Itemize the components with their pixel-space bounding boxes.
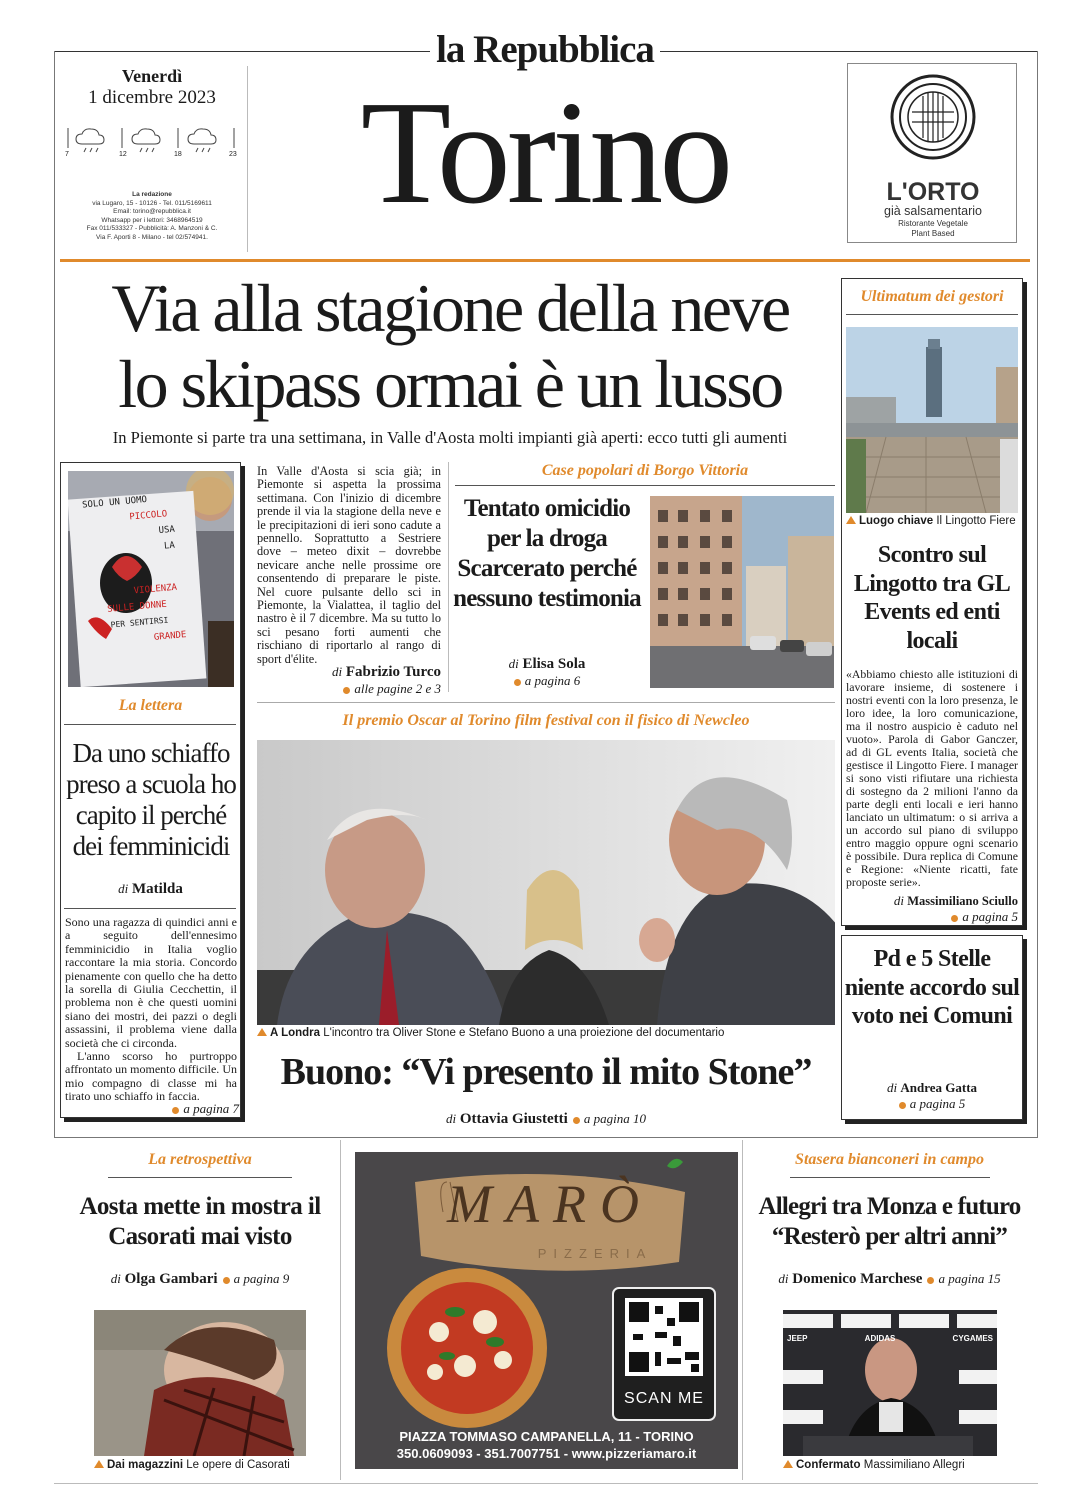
- redazione-line: via Lugaro, 15 - 10126 - Tel. 011/5169611: [92, 199, 212, 207]
- bullet-icon: [899, 1102, 906, 1109]
- redazione-title: La redazione: [132, 191, 172, 198]
- author-name: Olga Gambari: [124, 1271, 218, 1287]
- caption-label: Dai magazzini: [107, 1459, 184, 1471]
- juve-byline: [742, 1268, 1037, 1288]
- crime-kicker: Case popolari di Borgo Vittoria: [541, 462, 749, 479]
- by-label: di: [446, 1111, 457, 1126]
- author-name: Fabrizio Turco: [345, 664, 441, 680]
- caption-triangle-icon: [783, 1460, 793, 1468]
- casorati-caption: [94, 1459, 334, 1471]
- bottom-divider: [340, 1140, 341, 1480]
- juve-headline: [742, 1192, 1037, 1252]
- borgo-vittoria-photo: [650, 496, 834, 688]
- lead-headline: [60, 270, 840, 422]
- page-ref[interactable]: a pagina 10: [583, 1111, 646, 1126]
- page-border-left: [54, 51, 55, 1137]
- temp-label: 12: [119, 151, 127, 158]
- letter-pageref: [65, 1101, 239, 1117]
- lead-headline-line: lo skipass ormai è un lusso: [118, 346, 782, 422]
- bullet-icon: [514, 679, 521, 686]
- page-ref[interactable]: a pagina 6: [524, 673, 581, 688]
- masthead-accent-rule: [60, 259, 1030, 262]
- protest-sign-text: [81, 489, 194, 651]
- caption-text: L'incontro tra Oliver Stone e Stefano Buono a una proiezione del documentario: [323, 1027, 725, 1039]
- weather-icons: [62, 122, 242, 162]
- redazione-box: [62, 191, 242, 242]
- temp-label: 7: [65, 151, 69, 158]
- page-bottom-rule: [54, 1483, 1038, 1484]
- author-name: Massimiliano Sciullo: [907, 894, 1018, 908]
- casorati-kicker: La retrospettiva: [148, 1151, 252, 1168]
- lingotto-photo: [846, 327, 1018, 513]
- casorati-painting: [94, 1310, 306, 1456]
- lead-byline: [257, 664, 441, 697]
- caption-triangle-icon: [846, 516, 856, 524]
- lorto-logo-icon: [890, 74, 976, 160]
- rain-cloud-icon: [76, 129, 104, 152]
- lingotto-kicker: Ultimatum dei gestori: [860, 288, 1004, 305]
- ad-pizzeria-maro[interactable]: [355, 1152, 738, 1469]
- bullet-icon: [573, 1117, 580, 1124]
- caption-triangle-icon: [94, 1460, 104, 1468]
- page-ref[interactable]: a pagina 5: [909, 1096, 966, 1111]
- stone-buono-image: [257, 740, 835, 1025]
- crime-byline: [453, 656, 641, 689]
- lorto-sub: già salsamentario: [884, 204, 982, 218]
- caption-label: Luogo chiave: [859, 515, 934, 527]
- author-name: Domenico Marchese: [792, 1271, 923, 1287]
- rain-cloud-icon: [188, 129, 216, 152]
- weather-strip: [62, 122, 242, 162]
- temp-label: 18: [174, 151, 182, 158]
- casorati-rule: [108, 1177, 292, 1178]
- festival-kicker: Il premio Oscar al Torino film festival con il fisico di Newcleo: [342, 712, 750, 729]
- letter-rule: [64, 724, 236, 725]
- issue-day: Venerdì: [121, 66, 183, 86]
- juve-backdrop-logos: [787, 1334, 993, 1343]
- casorati-byline: [60, 1268, 340, 1288]
- sign-line: PER SENTIRSI: [110, 615, 169, 630]
- bottom-section-rule: [54, 1137, 1038, 1138]
- rain-cloud-icon: [132, 129, 160, 152]
- redazione-line: Fax 011/533327 - Pubblicità: A. Manzoni & C.: [86, 225, 218, 232]
- redazione-line: Whatsapp per i lettori: 3468964519: [101, 216, 203, 224]
- letter-paragraph: Sono una ragazza di quindici anni e a seguito dell'ennesimo femminicidio in Italia voglio raccontare la mia storia. Concordo pienamente con quello che ha detto la sorella di Giulia Cecchettin, il problema non è che questi uomini siano dei mostri, dei pazzi o degli assassini, il problema viene dalla società che ci circonda.: [65, 915, 237, 1050]
- masthead-rule-right: [660, 51, 1038, 52]
- sign-line: SULLE DONNE: [106, 599, 168, 615]
- letter-byline: [60, 881, 241, 898]
- lingotto-headline: Scontro sul Lingotto tra GL Events ed enti locali: [853, 542, 1011, 654]
- page-border-right: [1037, 51, 1038, 1137]
- casorati-headline: Aosta mette in mostra il Casorati mai visto: [79, 1193, 321, 1250]
- allegri-photo: [783, 1310, 997, 1456]
- page-ref[interactable]: a pagina 15: [938, 1271, 1001, 1286]
- politics-headline: Pd e 5 Stelle niente accordo sul voto nei Comuni: [844, 946, 1020, 1029]
- by-label: di: [118, 881, 129, 896]
- sponsor-logo: CYGAMES: [952, 1334, 993, 1343]
- bullet-icon: [172, 1107, 179, 1114]
- ad-lorto[interactable]: [847, 63, 1017, 243]
- caption-label: Confermato: [796, 1459, 861, 1471]
- page-ref[interactable]: alle pagine 2 e 3: [354, 681, 441, 696]
- lingotto-caption: [846, 515, 1018, 527]
- caption-text: Le opere di Casorati: [186, 1459, 290, 1471]
- redazione-line: Email: torino@repubblica.it: [113, 208, 191, 215]
- author-name: Ottavia Giustetti: [459, 1111, 568, 1127]
- lingotto-byline: [846, 893, 1018, 925]
- stone-buono-photo: [257, 740, 835, 1025]
- lorto-brand: L'ORTO: [886, 178, 980, 206]
- by-label: di: [110, 1271, 121, 1286]
- lorto-line1: Ristorante Vegetale: [898, 219, 968, 228]
- festival-rule: [257, 702, 835, 703]
- sponsor-logo: JEEP: [787, 1334, 808, 1343]
- festival-byline: [257, 1108, 835, 1128]
- lead-body: In Valle d'Aosta si scia già; in Piemonte si aspetta la prossima settimana. Con l'inizio di dicembre prende il via la stagione della neve e le precipitazioni di ieri sono cadute a pennello. Soprattutto a Sestriere dove – meteo dixit – dovrebbe nevicare anche nelle prossime ore consentendo di preparare le piste. Nel cuore pulsante dello sci in Piemonte, la Vialattea, il taglio del nastro è il 7 dicembre. Ma su tutto lo sci pesano forti aumenti che rischiano di riportarlo al rango di sport d'élite.: [257, 464, 441, 666]
- by-label: di: [778, 1271, 789, 1286]
- crime-rule: [455, 485, 835, 486]
- sign-line: PICCOLO: [128, 509, 168, 523]
- juve-headline-line: “Resterò per altri anni”: [771, 1223, 1008, 1250]
- allegri-image: [783, 1310, 997, 1456]
- pizzeria-address: PIAZZA TOMMASO CAMPANELLA, 11 - TORINO: [399, 1429, 694, 1444]
- page-ref[interactable]: a pagina 9: [233, 1271, 290, 1286]
- sponsor-logo: ADIDAS: [864, 1334, 896, 1343]
- sign-line: GRANDE: [153, 630, 187, 643]
- lingotto-image: [846, 327, 1018, 513]
- masthead-rule-left: [54, 51, 430, 52]
- by-label: di: [508, 656, 519, 671]
- letter-headline: Da uno schiaffo preso a scuola ho capito il perché dei femminicidi: [66, 738, 236, 861]
- bullet-icon: [951, 915, 958, 922]
- caption-label: A Londra: [270, 1027, 321, 1039]
- pizzeria-brand: MARÒ: [447, 1174, 653, 1234]
- letter-rule: [64, 908, 236, 909]
- letter-kicker: La lettera: [118, 697, 183, 714]
- sign-line: VIOLENZA: [133, 582, 178, 597]
- newspaper-name: la Repubblica: [436, 28, 654, 71]
- edition-title: Torino: [360, 71, 730, 235]
- lorto-line2: Plant Based: [911, 229, 955, 238]
- column-divider: [448, 462, 449, 692]
- festival-caption: [257, 1027, 835, 1039]
- by-label: di: [886, 1080, 898, 1095]
- bullet-icon: [927, 1277, 934, 1284]
- pizzeria-contacts: 350.0609093 - 351.7007751 - www.pizzeriamaro.it: [396, 1446, 697, 1461]
- juve-kicker: Stasera bianconeri in campo: [795, 1151, 984, 1168]
- letter-body: [65, 916, 237, 1104]
- caption-triangle-icon: [257, 1028, 267, 1036]
- protest-photo: [68, 471, 234, 687]
- lead-subhead: In Piemonte si parte tra una settimana, in Valle d'Aosta molti impianti già aperti: ecco tutti gli aumenti: [112, 428, 788, 447]
- juve-headline-line: Allegri tra Monza e futuro: [758, 1193, 1021, 1220]
- bullet-icon: [343, 687, 350, 694]
- lingotto-rule: [846, 314, 1018, 315]
- page-ref[interactable]: a pagina 5: [962, 909, 1018, 924]
- bullet-icon: [223, 1277, 230, 1284]
- crime-headline: Tentato omicidio per la droga Scarcerato perché nessuno testimonia: [453, 495, 641, 612]
- letter-paragraph: L'anno scorso ho purtroppo affrontato un momento difficile. Un mio compagno di classe mi ha tirato uno schiaffo in faccia.: [65, 1049, 237, 1104]
- scan-me-label: SCAN ME: [624, 1390, 704, 1407]
- street-photo-image: [650, 496, 834, 688]
- juve-caption: [783, 1459, 1023, 1471]
- author-name: Matilda: [132, 881, 183, 897]
- casorati-painting-image: [94, 1310, 306, 1456]
- caption-text: Massimiliano Allegri: [863, 1459, 965, 1471]
- by-label: di: [893, 893, 904, 908]
- festival-headline: Buono: “Vi presento il mito Stone”: [280, 1051, 812, 1093]
- bottom-divider: [742, 1140, 743, 1480]
- author-name: Andrea Gatta: [900, 1080, 978, 1095]
- juve-rule: [790, 1177, 990, 1178]
- lead-headline-line: Via alla stagione della neve: [111, 270, 789, 346]
- sign-line: SOLO UN UOMO: [81, 494, 148, 511]
- sign-line: LA: [163, 540, 176, 552]
- pizzeria-sub: PIZZERIA: [537, 1246, 653, 1261]
- temp-label: 23: [229, 151, 237, 158]
- author-name: Elisa Sola: [522, 656, 586, 672]
- by-label: di: [331, 664, 343, 679]
- issue-date: 1 dicembre 2023: [88, 87, 216, 108]
- page-ref[interactable]: a pagina 7: [183, 1101, 239, 1116]
- redazione-line: Via F. Aporti 8 - Milano - tel 02/574941.: [96, 233, 208, 241]
- masthead-divider: [247, 66, 248, 252]
- sign-line: USA: [158, 524, 176, 537]
- caption-text: Il Lingotto Fiere: [936, 515, 1016, 527]
- politics-byline: [844, 1080, 1020, 1112]
- lingotto-body: «Abbiamo chiesto alle istituzioni di lavorare insieme, di sostenere i nostri eventi con la loro presenza, le loro idee, la loro comunicazione, ma il nostro auspicio è caduto nel vuoto». Parola di Gabor Ganczer, ad di GL events Italia, società che gestisce il Lingotto Fiere. I manager si sono visti rifiutare una richiesta di sostegno da 2 milioni l'anno da parte degli enti locali e ieri hanno lanciato un ultimatum: o si arriva a un accordo sul piano di sviluppo entro maggio oppure ogni scenario è possibile. Dura replica di Comune e Regione: «Niente ricatti, fate proposte serie».: [846, 667, 1018, 889]
